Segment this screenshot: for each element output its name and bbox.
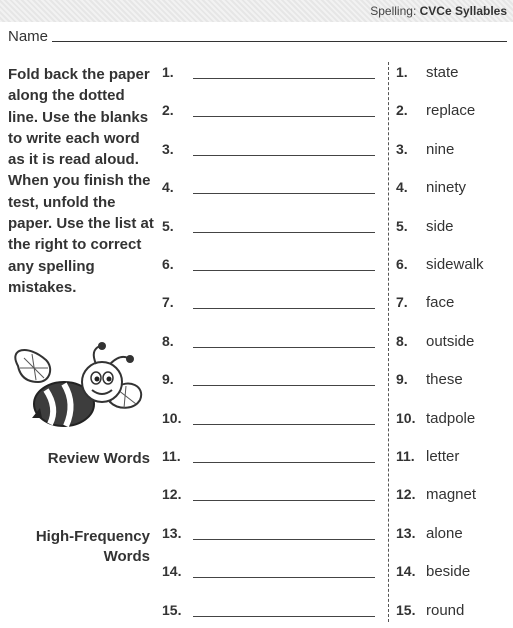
spelling-word: beside	[426, 563, 471, 581]
review-words-label: Review Words	[47, 450, 150, 467]
spelling-row	[0, 294, 513, 314]
answer-number: 3.	[396, 140, 408, 157]
answer-number: 8.	[396, 332, 408, 349]
spelling-word: side	[426, 217, 454, 235]
spelling-row	[0, 602, 513, 622]
test-number: 7.	[162, 294, 174, 311]
answer-blank[interactable]	[193, 232, 375, 233]
spelling-row	[0, 371, 513, 391]
spelling-word: letter	[426, 448, 460, 465]
answer-number: 11.	[396, 448, 415, 464]
spelling-row	[0, 218, 513, 238]
answer-blank[interactable]	[193, 347, 375, 348]
spelling-row	[0, 102, 513, 122]
answer-blank[interactable]	[193, 577, 375, 578]
spelling-row	[0, 141, 513, 161]
answer-blank[interactable]	[193, 116, 375, 117]
spelling-row	[0, 64, 513, 84]
spelling-row	[0, 333, 513, 353]
answer-number: 7.	[396, 294, 408, 311]
test-number: 9.	[162, 371, 174, 388]
answer-number: 9.	[396, 371, 408, 388]
spelling-row	[0, 525, 513, 545]
spelling-row	[0, 486, 513, 506]
spelling-word: face	[426, 294, 455, 312]
answer-number: 15.	[396, 601, 416, 618]
spelling-word: these	[426, 371, 463, 389]
spelling-row	[0, 256, 513, 276]
answer-number: 10.	[396, 409, 416, 426]
answer-number: 2.	[396, 102, 408, 119]
spelling-word: ninety	[426, 179, 467, 197]
test-number: 8.	[162, 332, 174, 349]
answer-blank[interactable]	[193, 193, 375, 194]
spelling-word: round	[426, 601, 465, 619]
spelling-word: nine	[426, 140, 455, 158]
worksheet-title	[370, 4, 507, 18]
spelling-word: magnet	[426, 486, 477, 504]
spelling-row	[0, 179, 513, 199]
test-number: 12.	[162, 486, 182, 503]
instructions-text: Fold back the paper along the dotted line. Use the blanks to write each word as it is read aloud. When you finish the test, unfold the paper. Use the list at the right to correct any spelling mistakes.	[8, 66, 154, 296]
answer-blank[interactable]	[193, 155, 375, 156]
answer-number: 6.	[396, 256, 408, 272]
answer-blank[interactable]	[193, 500, 375, 501]
answer-number: 5.	[396, 217, 408, 234]
answer-blank[interactable]	[193, 616, 375, 617]
test-number: 5.	[162, 217, 174, 234]
answer-number: 12.	[396, 486, 416, 503]
test-number: 15.	[162, 601, 182, 618]
answer-blank[interactable]	[193, 270, 375, 271]
answer-blank[interactable]	[193, 308, 375, 309]
test-number: 1.	[162, 64, 174, 80]
test-number: 14.	[162, 563, 182, 580]
answer-number: 1.	[396, 64, 408, 80]
spelling-word: outside	[426, 332, 475, 350]
test-number: 6.	[162, 256, 174, 272]
title-bold: CVCe Syllables	[419, 4, 507, 18]
answer-number: 14.	[396, 563, 416, 580]
answer-blank[interactable]	[193, 78, 375, 79]
spelling-word: replace	[426, 102, 476, 120]
answer-blank[interactable]	[193, 462, 375, 463]
test-number: 11.	[162, 448, 181, 464]
spelling-row	[0, 448, 513, 468]
answer-number: 13.	[396, 524, 416, 541]
answer-blank[interactable]	[193, 424, 375, 425]
spelling-row	[0, 410, 513, 430]
test-number: 4.	[162, 179, 174, 196]
high-frequency-words-label: High-Frequency Words	[35, 528, 150, 565]
test-number: 3.	[162, 140, 174, 157]
answer-number: 4.	[396, 179, 408, 196]
spelling-row	[0, 563, 513, 583]
test-number: 10.	[162, 409, 182, 426]
spelling-word: alone	[426, 524, 463, 542]
answer-blank[interactable]	[193, 539, 375, 540]
spelling-word: state	[426, 64, 459, 81]
test-number: 13.	[162, 524, 182, 541]
spelling-word: sidewalk	[426, 256, 484, 273]
title-prefix: Spelling:	[370, 4, 420, 18]
answer-blank[interactable]	[193, 385, 375, 386]
name-field[interactable]	[52, 41, 507, 42]
test-number: 2.	[162, 102, 174, 119]
name-label: Name	[8, 28, 49, 45]
spelling-word: tadpole	[426, 409, 476, 427]
